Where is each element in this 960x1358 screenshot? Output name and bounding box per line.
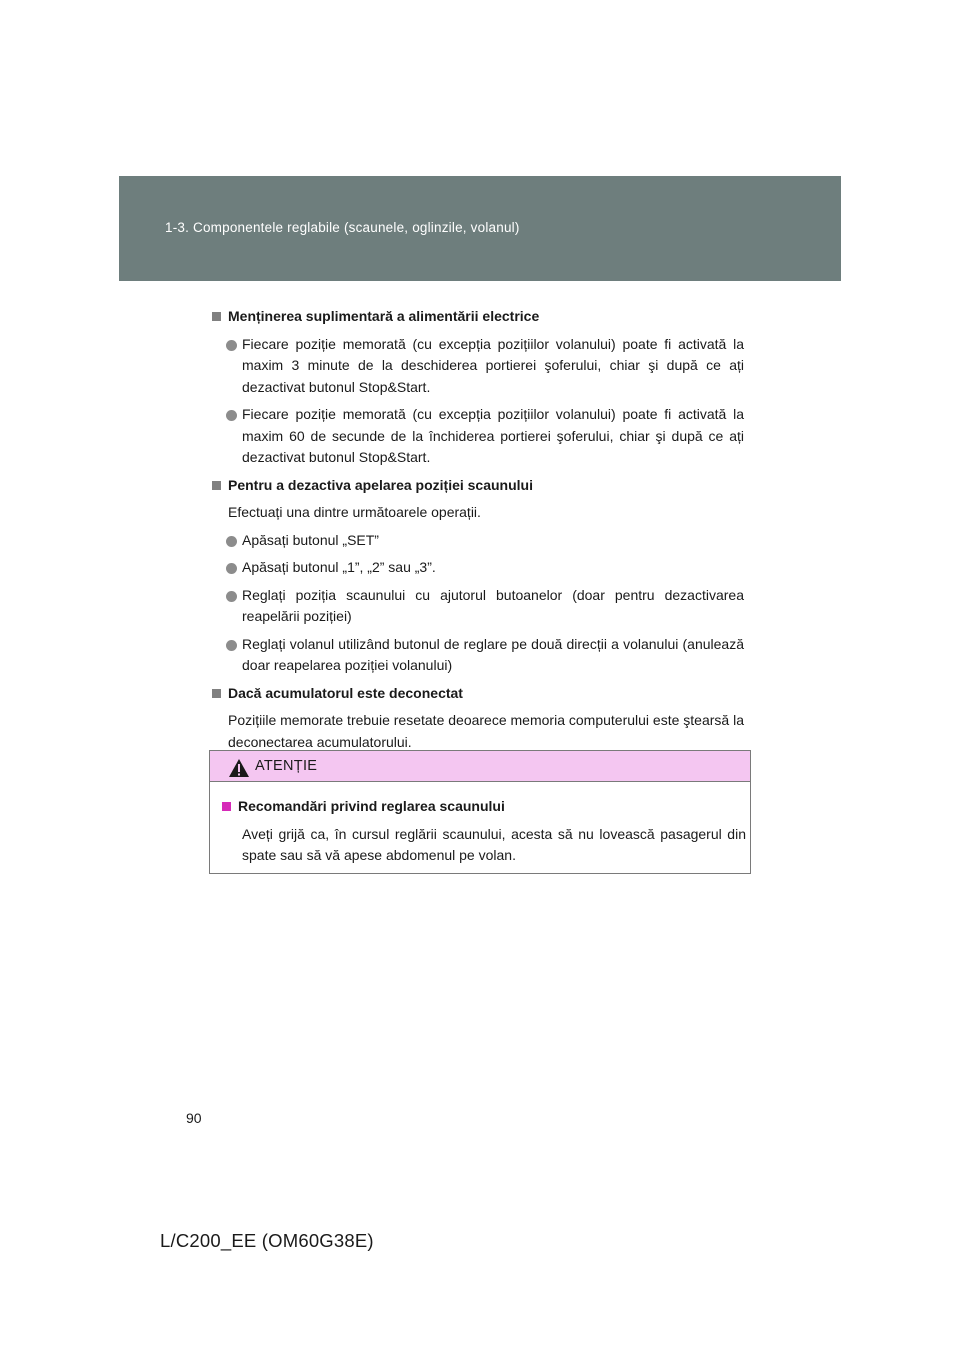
list-item-text: Apăsați butonul „1”, „2” sau „3”. <box>242 559 436 575</box>
section-heading-text: Menținerea suplimentară a alimentării electrice <box>228 308 540 324</box>
section-intro: Pozițiile memorate trebuie resetate deoarece memoria computerului este ştearsă la deconectarea acumulatorului. <box>228 712 744 750</box>
section-heading <box>212 475 744 497</box>
warning-title: ATENȚIE <box>255 758 318 774</box>
square-bullet-icon <box>212 312 221 321</box>
section-heading <box>212 306 744 328</box>
list-item-text: Reglați volanul utilizând butonul de reglare pe două direcții a volanului (anulează doar reapelarea poziției volanului) <box>242 635 744 673</box>
section-heading-text: Dacă acumulatorul este deconectat <box>228 684 463 701</box>
square-bullet-icon <box>212 481 221 490</box>
section-header-band <box>119 176 841 281</box>
list-item-text: Apăsați butonul „SET” <box>242 531 379 548</box>
warning-box <box>209 750 751 874</box>
round-bullet-icon <box>226 563 237 574</box>
warning-body <box>210 782 750 867</box>
section-intro: Efectuați una dintre următoarele operații. <box>228 504 481 520</box>
list-item-text: Fiecare poziție memorată (cu excepția pozițiilor volanului) poate fi activată la maxim 3 minute de la deschiderea portierei şoferului, chiar şi după ce ați dezactivat butonul Stop&Start. <box>242 335 744 395</box>
list-item <box>212 530 744 552</box>
round-bullet-icon <box>226 340 237 351</box>
main-content <box>212 306 744 759</box>
section-heading <box>212 683 744 705</box>
list-item <box>212 634 744 677</box>
list-item <box>212 557 744 579</box>
list-item-text: Fiecare poziție memorată (cu excepția pozițiilor volanului) poate fi activată la maxim 60 de secunde de la închiderea portierei şoferului, chiar şi după ce ați dezactivat butonul Stop&Start. <box>242 406 744 465</box>
round-bullet-icon <box>226 640 237 651</box>
page-number: 90 <box>186 1110 202 1126</box>
round-bullet-icon <box>226 410 237 421</box>
warning-header <box>210 751 750 782</box>
round-bullet-icon <box>226 536 237 547</box>
list-item-text: Reglați poziția scaunului cu ajutorul butoanelor (doar pentru dezactivarea reapelării poziției) <box>242 586 744 624</box>
section-heading-text: Pentru a dezactiva apelarea poziției scaunului <box>228 476 533 493</box>
warning-heading-text: Recomandări privind reglarea scaunului <box>238 798 505 814</box>
square-bullet-icon <box>222 802 231 811</box>
warning-triangle-icon <box>228 758 250 778</box>
warning-heading <box>222 796 746 818</box>
warning-text: Aveți grijă ca, în cursul reglării scaunului, acesta să nu lovească pasagerul din spate sau să vă apese abdomenul pe volan. <box>242 825 746 863</box>
model-code: L/C200_EE (OM60G38E) <box>160 1230 374 1251</box>
square-bullet-icon <box>212 689 221 698</box>
section-title: 1-3. Componentele reglabile (scaunele, oglinzile, volanul) <box>165 220 520 235</box>
round-bullet-icon <box>226 591 237 602</box>
list-item <box>212 334 744 399</box>
list-item <box>212 404 744 469</box>
list-item <box>212 585 744 628</box>
